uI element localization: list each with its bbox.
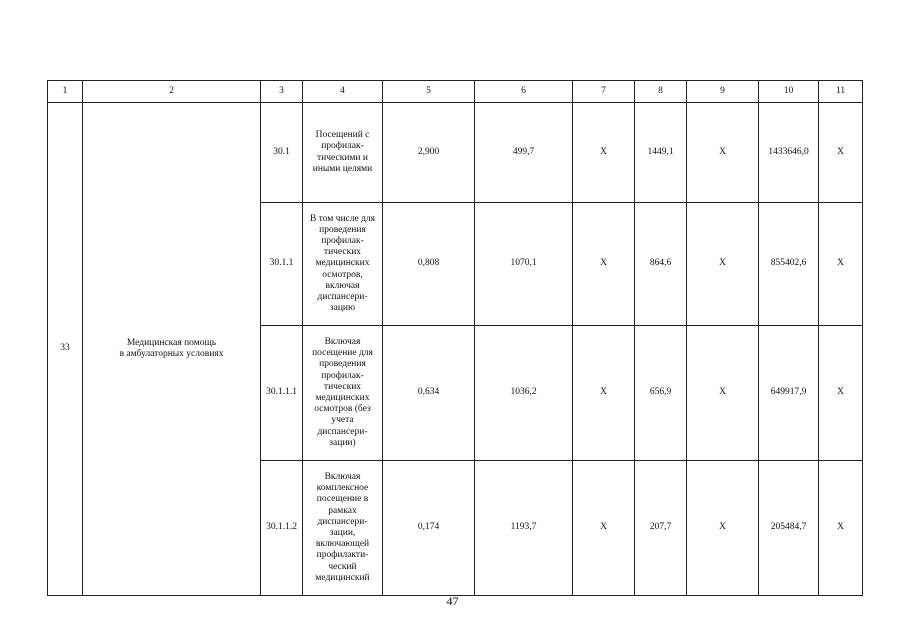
col-header-6: 6 — [475, 81, 573, 103]
value-cell: 864,6 — [635, 203, 687, 326]
value-cell: 0,174 — [383, 461, 475, 596]
col-header-8: 8 — [635, 81, 687, 103]
value-cell: 499,7 — [475, 103, 573, 203]
desc-line: ческий — [328, 561, 357, 572]
col-header-7: 7 — [573, 81, 635, 103]
value-cell: 0,634 — [383, 326, 475, 461]
desc-line: медицинских — [315, 393, 370, 403]
description-cell — [303, 461, 383, 596]
value-cell: 1036,2 — [475, 326, 573, 461]
desc-line: тических — [323, 381, 362, 392]
mark-cell: X — [573, 203, 635, 326]
value-cell: 1433646,0 — [759, 103, 819, 203]
desc-line: посещение для — [312, 348, 373, 359]
desc-line: зации, — [329, 528, 356, 538]
value-cell: 205484,7 — [759, 461, 819, 596]
code-cell: 30.1.1.2 — [261, 461, 303, 596]
mark-cell: X — [819, 326, 863, 461]
col-header-1: 1 — [48, 81, 83, 103]
mark-cell: X — [573, 326, 635, 461]
value-cell: 207,7 — [635, 461, 687, 596]
description-cell — [303, 103, 383, 203]
description-cell — [303, 326, 383, 461]
desc-line: рамках — [328, 505, 357, 516]
desc-line: диспансери- — [317, 516, 368, 527]
value-cell: 1070,1 — [475, 203, 573, 326]
value-cell: 855402,6 — [759, 203, 819, 326]
desc-line: профилак- — [321, 370, 364, 381]
desc-line: иными целями — [312, 163, 373, 174]
desc-line: зацию — [329, 303, 356, 314]
value-cell: 1193,7 — [475, 461, 573, 596]
code-cell: 30.1 — [261, 103, 303, 203]
desc-line: зации) — [329, 437, 356, 448]
code-cell: 30.1.1 — [261, 203, 303, 326]
desc-line: проведения — [319, 359, 366, 370]
value-cell: 0,808 — [383, 203, 475, 326]
col-header-2: 2 — [83, 81, 261, 103]
desc-line: диспансери- — [317, 292, 368, 302]
col-header-9: 9 — [687, 81, 759, 103]
desc-line: посещение в — [316, 494, 369, 505]
mark-cell: X — [573, 103, 635, 203]
row-name — [83, 103, 261, 596]
col-header-3: 3 — [261, 81, 303, 103]
mark-cell: X — [687, 203, 759, 326]
value-cell: 2,900 — [383, 103, 475, 203]
row-name-line: в амбулаторных условиях — [119, 349, 224, 359]
desc-line: профилак- — [321, 141, 364, 152]
desc-line: Включая — [324, 336, 361, 347]
mark-cell: X — [819, 103, 863, 203]
desc-line: Включая — [324, 471, 361, 482]
mark-cell: X — [819, 203, 863, 326]
value-cell: 649917,9 — [759, 326, 819, 461]
desc-line: проведения — [319, 224, 366, 235]
desc-line: профилакти- — [316, 550, 369, 561]
desc-line: медицинских — [315, 258, 370, 269]
desc-line: медицинский — [315, 572, 370, 583]
desc-line: учета — [331, 415, 354, 426]
desc-line: профилак- — [321, 235, 364, 246]
col-header-4: 4 — [303, 81, 383, 103]
desc-line: включающей — [315, 539, 370, 550]
desc-line: осмотров (без — [314, 404, 371, 415]
mark-cell: X — [687, 326, 759, 461]
row-name-line: Медицинская помощь — [126, 337, 217, 348]
col-header-5: 5 — [383, 81, 475, 103]
desc-line: комплексное — [316, 483, 369, 494]
mark-cell: X — [819, 461, 863, 596]
desc-line: включая — [325, 280, 360, 291]
mark-cell: X — [687, 103, 759, 203]
value-cell: 1449,1 — [635, 103, 687, 203]
code-cell: 30.1.1.1 — [261, 326, 303, 461]
data-table — [47, 80, 863, 596]
col-header-11: 11 — [819, 81, 863, 103]
value-cell: 656,9 — [635, 326, 687, 461]
desc-line: тическими и — [317, 152, 368, 163]
description-cell — [303, 203, 383, 326]
page-number: 47 — [446, 594, 459, 608]
desc-line: В том числе для — [309, 213, 376, 224]
desc-line: диспансери- — [317, 426, 368, 437]
mark-cell: X — [573, 461, 635, 596]
desc-line: тических — [323, 247, 362, 258]
desc-line: осмотров, — [322, 269, 363, 280]
row-number: 33 — [48, 103, 83, 596]
desc-line: Посещений с — [315, 130, 370, 141]
col-header-10: 10 — [759, 81, 819, 103]
mark-cell: X — [687, 461, 759, 596]
column-number-row — [48, 81, 863, 103]
table-row — [48, 103, 863, 203]
